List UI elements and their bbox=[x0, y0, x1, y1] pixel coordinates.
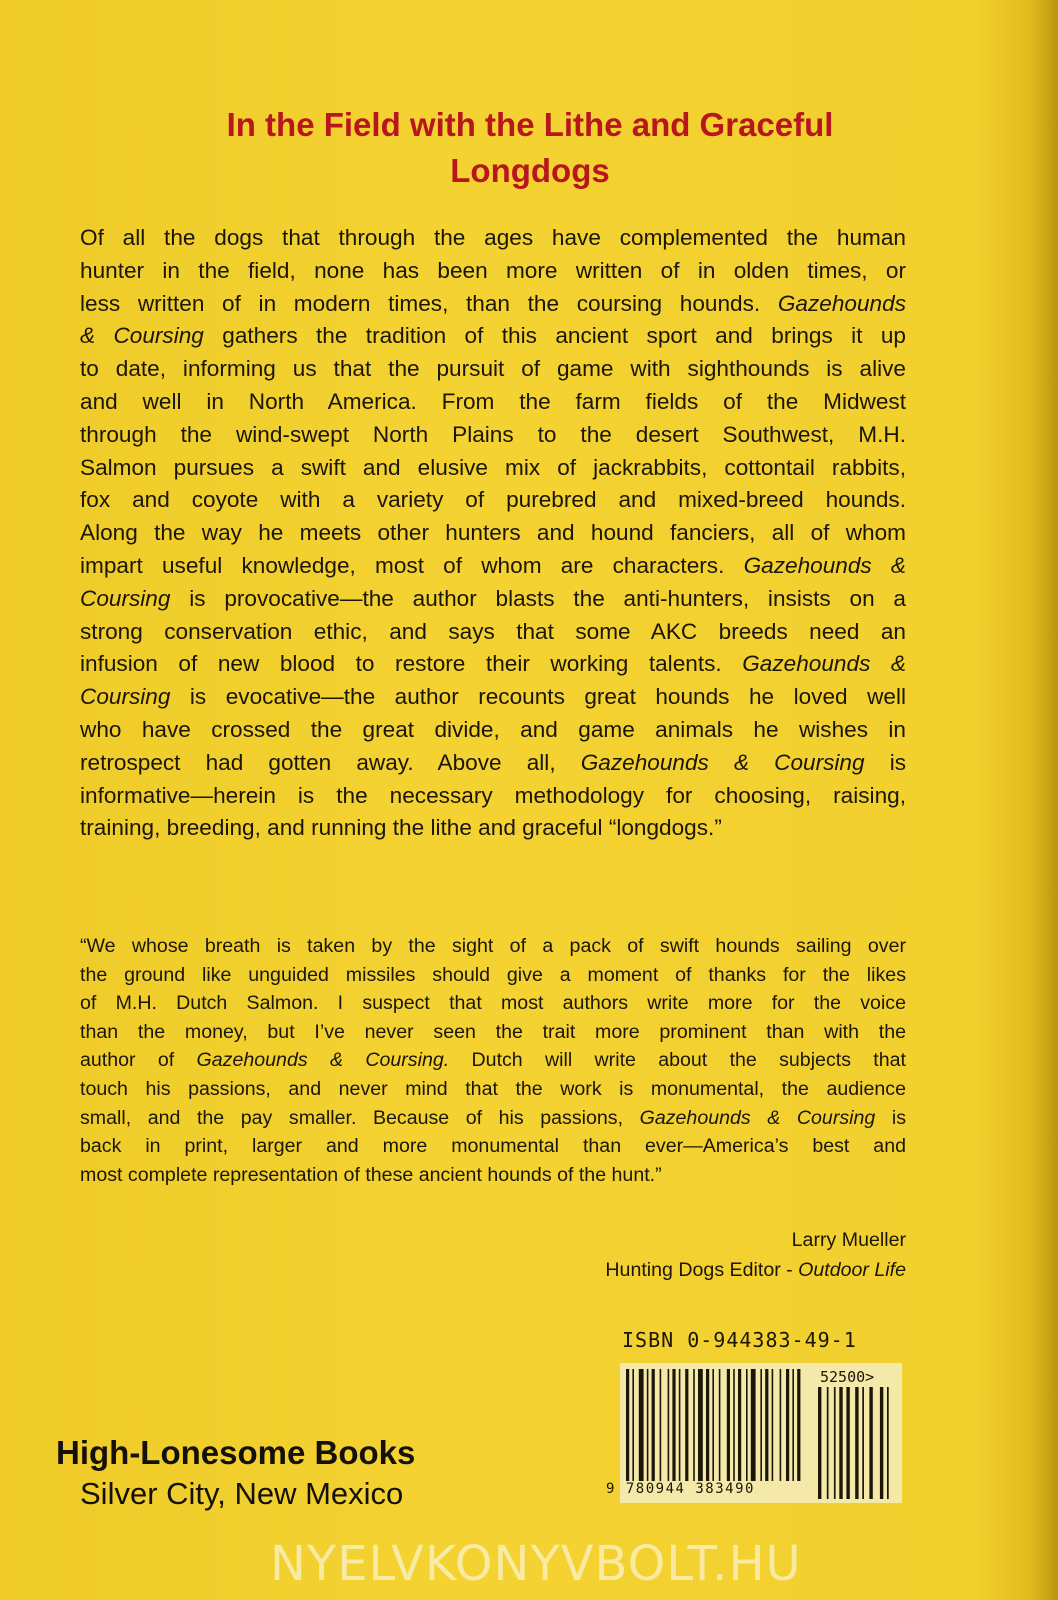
barcode-bar bbox=[647, 1369, 649, 1481]
barcode-bar bbox=[733, 1369, 735, 1481]
price-code: 52500> bbox=[820, 1368, 875, 1386]
addon-barcode-bar bbox=[880, 1387, 883, 1499]
barcode-bar bbox=[765, 1369, 768, 1481]
quote-text: author of bbox=[80, 1049, 197, 1072]
cover-headline bbox=[100, 102, 960, 194]
addon-barcode-bar bbox=[862, 1387, 864, 1499]
attribution-role bbox=[605, 1255, 906, 1285]
quote-attribution bbox=[605, 1225, 906, 1285]
blurb-text: gathers the tradition of this ancient sport and brings it up bbox=[203, 323, 906, 349]
barcode-bar bbox=[797, 1369, 800, 1481]
headline-line-1: In the Field with the Lithe and Graceful bbox=[226, 106, 834, 143]
barcode-bar bbox=[706, 1369, 709, 1481]
quote-line: back in print, larger and more monumental than ever—America’s best and bbox=[80, 1135, 906, 1158]
book-title-italic: Coursing bbox=[80, 684, 171, 710]
blurb-text: is provocative—the author blasts the anti-hunters, insists on a bbox=[170, 585, 906, 611]
attribution-role-text: Hunting Dogs Editor - bbox=[605, 1259, 799, 1281]
quote-line: than the money, but I’ve never seen the trait more prominent than with the bbox=[80, 1020, 906, 1043]
barcode-bar bbox=[685, 1369, 688, 1481]
cover-edge-shadow bbox=[1030, 0, 1058, 1600]
blurb-line: and well in North America. From the farm fields of the Midwest bbox=[80, 388, 906, 414]
barcode-bar bbox=[639, 1369, 644, 1481]
quote-line: of M.H. Dutch Salmon. I suspect that most authors write more for the voice bbox=[80, 992, 906, 1015]
book-title-italic: Gazehounds & bbox=[742, 651, 906, 677]
blurb-line: hunter in the field, none has been more written of in olden times, or bbox=[80, 257, 906, 283]
quote-line bbox=[80, 1046, 906, 1075]
blurb-line bbox=[80, 288, 906, 321]
barcode-bar bbox=[792, 1369, 794, 1481]
quote-line: the ground like unguided missiles should give a moment of thanks for the likes bbox=[80, 963, 906, 986]
barcode-bar bbox=[632, 1369, 634, 1481]
addon-barcode-bar bbox=[855, 1387, 858, 1499]
blurb-line bbox=[80, 550, 906, 583]
book-title-italic: Gazehounds & Coursing bbox=[639, 1106, 876, 1129]
barcode-bar bbox=[652, 1369, 655, 1481]
blurb-line: Of all the dogs that through the ages have complemented the human bbox=[80, 225, 906, 250]
attribution-publication: Outdoor Life bbox=[798, 1259, 906, 1281]
barcode-bar bbox=[760, 1369, 762, 1481]
ean-digits: 9 780944 383490 bbox=[606, 1481, 755, 1497]
barcode-bar bbox=[626, 1369, 629, 1481]
quote-text: is bbox=[875, 1106, 906, 1129]
blurb-line: fox and coyote with a variety of purebred and mixed-breed hounds. bbox=[80, 487, 906, 513]
barcode-bar bbox=[679, 1369, 681, 1481]
blurb-line: through the wind-swept North Plains to the desert Southwest, M.H. bbox=[80, 421, 906, 447]
book-title-italic: Gazehounds & Coursing bbox=[580, 749, 865, 775]
quote-line: “We whose breath is taken by the sight of a pack of swift hounds sailing over bbox=[80, 935, 906, 957]
quote-text: Dutch will write about the subjects that bbox=[449, 1049, 906, 1072]
review-quote bbox=[80, 932, 906, 1189]
attribution-name: Larry Mueller bbox=[791, 1229, 906, 1251]
barcode-bar bbox=[660, 1369, 662, 1481]
blurb-text: retrospect had gotten away. Above all, bbox=[80, 749, 581, 775]
blurb-text: is evocative—the author recounts great hounds he loved well bbox=[170, 684, 906, 710]
barcode-bar bbox=[780, 1369, 782, 1481]
barcode-bar bbox=[746, 1369, 748, 1481]
blurb-text: infusion of new blood to restore their working talents. bbox=[80, 651, 743, 677]
blurb-line bbox=[80, 583, 906, 616]
addon-barcode-bar bbox=[827, 1387, 829, 1499]
blurb-line bbox=[80, 681, 906, 714]
addon-barcode-bar bbox=[887, 1387, 889, 1499]
quote-text: small, and the pay smaller. Because of his passions, bbox=[80, 1106, 640, 1129]
blurb-line bbox=[80, 320, 906, 353]
blurb-text: is bbox=[864, 749, 907, 775]
barcode-bar bbox=[693, 1369, 695, 1481]
publisher-location: Silver City, New Mexico bbox=[80, 1476, 404, 1511]
blurb-line: informative—herein is the necessary methodology for choosing, raising, bbox=[80, 782, 906, 808]
barcode-bar bbox=[668, 1369, 670, 1481]
barcode-bar bbox=[719, 1369, 721, 1481]
addon-barcode-bar bbox=[834, 1387, 836, 1499]
blurb-line bbox=[80, 648, 906, 681]
publisher-name: High-Lonesome Books bbox=[56, 1434, 416, 1471]
site-watermark: NYELVKONYVBOLT.HU bbox=[270, 1536, 802, 1592]
book-title-italic: Gazehounds bbox=[777, 290, 906, 316]
barcode-bar bbox=[772, 1369, 774, 1481]
blurb-line bbox=[80, 747, 906, 780]
book-title-italic: Gazehounds & bbox=[743, 552, 906, 578]
book-title-italic: Gazehounds & Coursing. bbox=[196, 1049, 450, 1072]
barcode-bar bbox=[786, 1369, 789, 1481]
addon-barcode-bar bbox=[869, 1387, 872, 1499]
publisher-imprint bbox=[56, 1432, 415, 1514]
book-title-italic: & Coursing bbox=[80, 323, 204, 349]
barcode-bar bbox=[672, 1369, 675, 1481]
book-title-italic: Coursing bbox=[80, 585, 171, 611]
blurb-line: who have crossed the great divide, and game animals he wishes in bbox=[80, 716, 906, 742]
quote-line: most complete representation of these ancient hounds of the hunt.” bbox=[80, 1163, 662, 1186]
quote-line bbox=[80, 1104, 906, 1133]
blurb-text: less written of in modern times, than the coursing hounds. bbox=[80, 290, 778, 316]
blurb-line: Salmon pursues a swift and elusive mix of jackrabbits, cottontail rabbits, bbox=[80, 454, 906, 480]
blurb-line: strong conservation ethic, and says that some AKC breeds need an bbox=[80, 618, 906, 644]
barcode-bar bbox=[727, 1369, 730, 1481]
blurb-line: Along the way he meets other hunters and hound fanciers, all of whom bbox=[80, 520, 906, 546]
addon-barcode-bar bbox=[846, 1387, 849, 1499]
blurb-line: to date, informing us that the pursuit of game with sighthounds is alive bbox=[80, 356, 906, 382]
barcode-bar bbox=[712, 1369, 714, 1481]
barcode-bar bbox=[751, 1369, 756, 1481]
barcode-bar bbox=[698, 1369, 703, 1481]
quote-line: touch his passions, and never mind that the work is monumental, the audience bbox=[80, 1077, 906, 1100]
headline-line-2: Longdogs bbox=[450, 152, 610, 189]
blurb-text: impart useful knowledge, most of whom are characters. bbox=[80, 552, 744, 578]
addon-barcode-bar bbox=[839, 1387, 842, 1499]
isbn-number: ISBN 0-944383-49-1 bbox=[622, 1328, 857, 1352]
barcode-bar bbox=[738, 1369, 741, 1481]
description-blurb bbox=[80, 222, 906, 845]
blurb-line: training, breeding, and running the lithe and graceful “longdogs.” bbox=[80, 815, 722, 841]
addon-barcode-bar bbox=[818, 1387, 821, 1499]
